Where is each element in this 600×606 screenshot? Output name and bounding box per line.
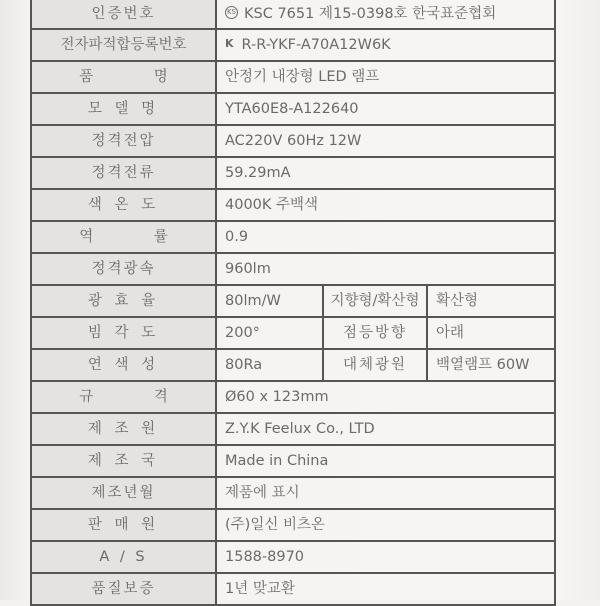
row-value: 0.9 (216, 221, 555, 253)
row-value: 4000K 주백색 (216, 189, 555, 221)
row-label: 제 조 국 (31, 445, 216, 477)
table-row (31, 477, 555, 509)
row-sub-value: 백열램프 60W (427, 349, 555, 381)
table-row (31, 573, 555, 605)
row-label: 정격광속 (31, 253, 216, 285)
row-value: 80lm/W (216, 285, 323, 317)
row-label: 정격전류 (31, 157, 216, 189)
row-label: 색 온 도 (31, 189, 216, 221)
row-label: 규 격 (31, 381, 216, 413)
table-row (31, 61, 555, 93)
table-row (31, 29, 555, 61)
row-sub-value: 아래 (427, 317, 555, 349)
row-label: 연 색 성 (31, 349, 216, 381)
row-label: A / S (31, 541, 216, 573)
table-row (31, 349, 555, 381)
row-value: K R-R-YKF-A70A12W6K (216, 29, 555, 61)
row-label: 품질보증 (31, 573, 216, 605)
row-label: 빔 각 도 (31, 317, 216, 349)
row-value: Ø60 x 123mm (216, 381, 555, 413)
table-row (31, 253, 555, 285)
kc-mark-icon: K (225, 37, 234, 50)
row-label: 모 델 명 (31, 93, 216, 125)
row-value: Made in China (216, 445, 555, 477)
row-label: 판 매 원 (31, 509, 216, 541)
row-value: 960lm (216, 253, 555, 285)
table-row (31, 317, 555, 349)
row-value: Z.Y.K Feelux Co., LTD (216, 413, 555, 445)
row-label: 역 률 (31, 221, 216, 253)
row-label: 제조년월 (31, 477, 216, 509)
row-value: 안정기 내장형 LED 램프 (216, 61, 555, 93)
row-value: YTA60E8-A122640 (216, 93, 555, 125)
row-sub-label: 대체광원 (323, 349, 427, 381)
row-value: 80Ra (216, 349, 323, 381)
table-row (31, 157, 555, 189)
table-row (31, 381, 555, 413)
row-label: 인증번호 (31, 0, 216, 29)
row-value: AC220V 60Hz 12W (216, 125, 555, 157)
ks-mark-icon: KS (225, 6, 238, 19)
table-row (31, 413, 555, 445)
row-value: KS KSC 7651 제15-0398호 한국표준협회 (216, 0, 555, 29)
table-row (31, 189, 555, 221)
table-row (31, 93, 555, 125)
row-value: 200° (216, 317, 323, 349)
row-value: 1588-8970 (216, 541, 555, 573)
row-label: 광 효 율 (31, 285, 216, 317)
row-sub-value: 확산형 (427, 285, 555, 317)
row-value: 59.29mA (216, 157, 555, 189)
table-row (31, 0, 555, 29)
row-sub-label: 점등방향 (323, 317, 427, 349)
table-row (31, 445, 555, 477)
table-row (31, 509, 555, 541)
table-row (31, 541, 555, 573)
row-label: 제 조 원 (31, 413, 216, 445)
row-value: 제품에 표시 (216, 477, 555, 509)
row-value: 1년 맞교환 (216, 573, 555, 605)
table-row (31, 285, 555, 317)
table-row (31, 125, 555, 157)
row-label: 정격전압 (31, 125, 216, 157)
row-sub-label: 지향형/확산형 (323, 285, 427, 317)
row-value: (주)일신 비츠온 (216, 509, 555, 541)
row-label: 전자파적합등록번호 (31, 29, 216, 61)
row-label: 품 명 (31, 61, 216, 93)
table-row (31, 221, 555, 253)
spec-table (30, 0, 556, 606)
